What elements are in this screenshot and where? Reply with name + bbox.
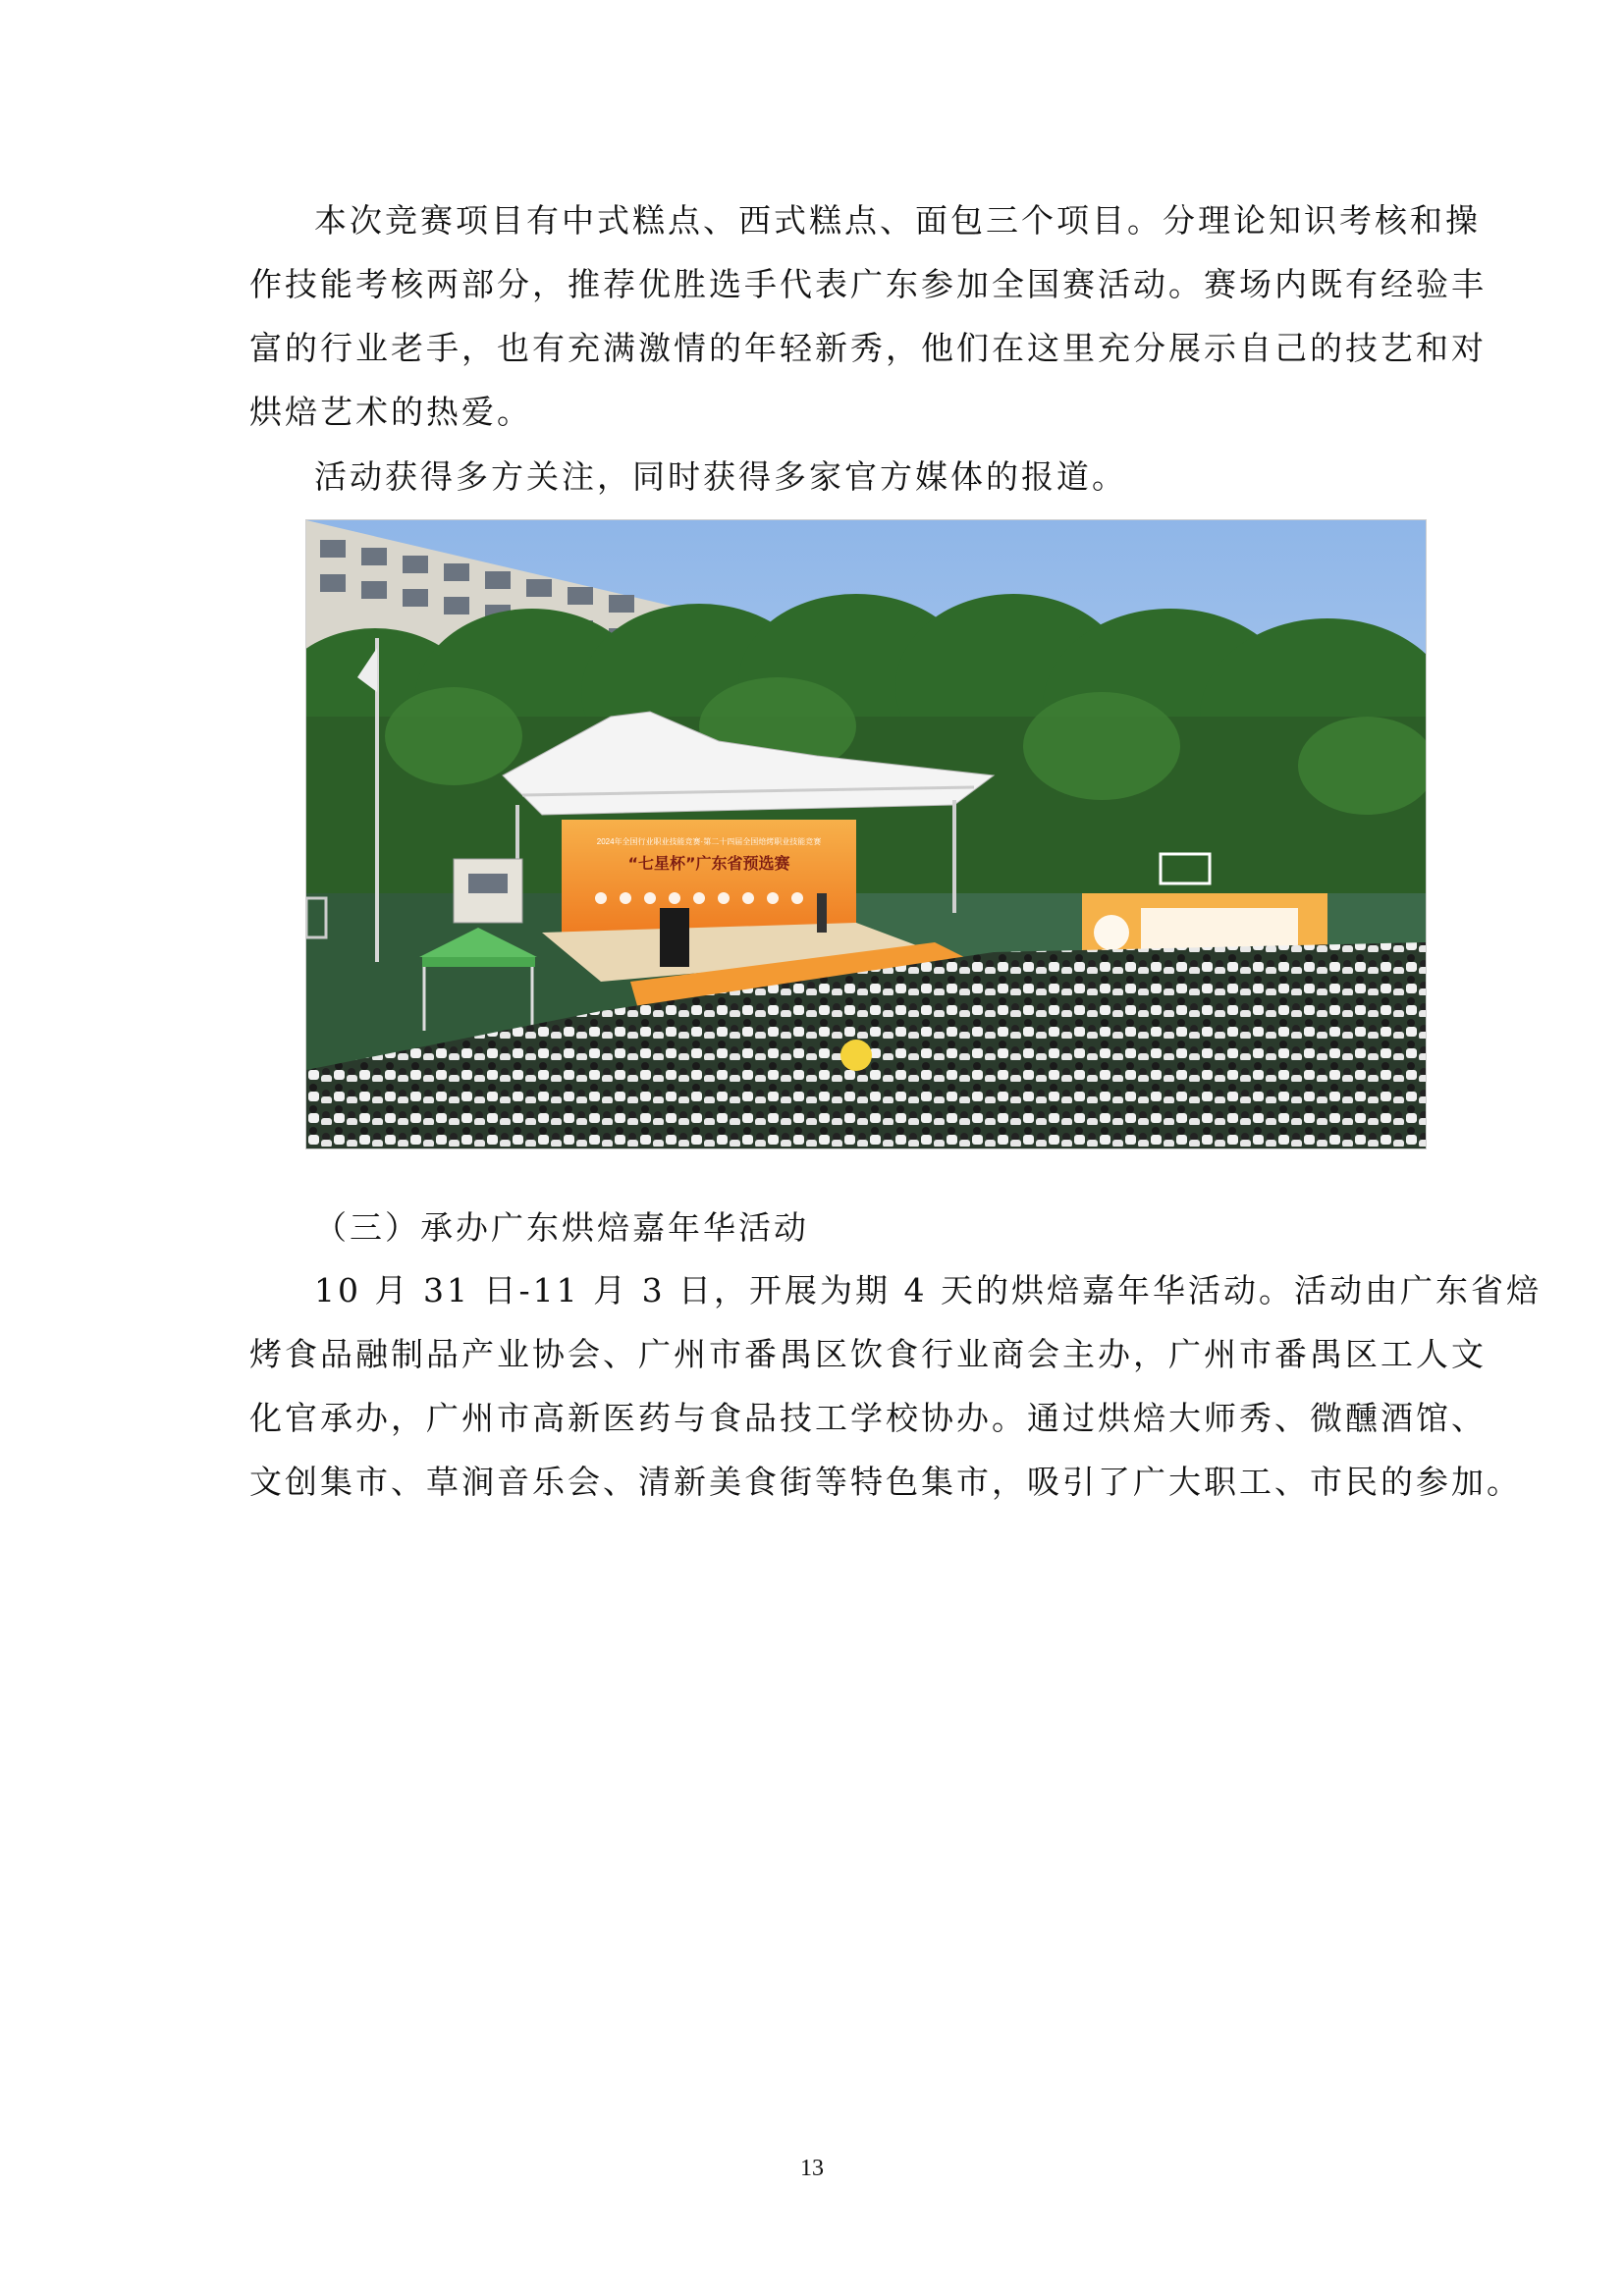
paragraph-media-coverage: [249, 445, 1388, 508]
paragraph-carnival: [249, 1258, 1543, 1514]
stage-banner: [562, 820, 856, 933]
paragraph-line: 活动获得多方关注，同时获得多家官方媒体的报道。: [314, 457, 1127, 496]
paragraph-line: 烤食品融制品产业协会、广州市番禺区饮食行业商会主办，广州市番禺区工人文: [249, 1335, 1487, 1373]
paragraph-line: 作技能考核两部分，推荐优胜选手代表广东参加全国赛活动。赛场内既有经验丰: [249, 265, 1487, 303]
event-photo: [305, 519, 1427, 1149]
paragraph-competition-items: [249, 188, 1487, 444]
paragraph-line: 10 月 31 日-11 月 3 日，开展为期 4 天的烘焙嘉年华活动。活动由广东省焙: [314, 1271, 1543, 1309]
section-heading-text: （三）承办广东烘焙嘉年华活动: [314, 1208, 809, 1247]
paragraph-line: 富的行业老手，也有充满激情的年轻新秀，他们在这里充分展示自己的技艺和对: [249, 329, 1487, 367]
section-heading: [249, 1196, 1388, 1259]
paragraph-line: 化官承办，广州市高新医药与食品技工学校协办。通过烘焙大师秀、微醺酒馆、: [249, 1399, 1487, 1437]
paragraph-line: 文创集市、草涧音乐会、清新美食街等特色集市，吸引了广大职工、市民的参加。: [249, 1463, 1522, 1501]
stage-banner-title: “七星杯”广东省预选赛: [627, 854, 790, 873]
event-photo-illustration: [306, 520, 1426, 1148]
stage-banner-subtitle: 2024年全国行业职业技能竞赛·第二十四届全国焙烤职业技能竞赛: [596, 837, 822, 846]
page-number: 13: [800, 2156, 824, 2181]
paragraph-line: 本次竞赛项目有中式糕点、西式糕点、面包三个项目。分理论知识考核和操: [314, 201, 1481, 240]
paragraph-line: 烘焙艺术的热爱。: [249, 393, 532, 431]
